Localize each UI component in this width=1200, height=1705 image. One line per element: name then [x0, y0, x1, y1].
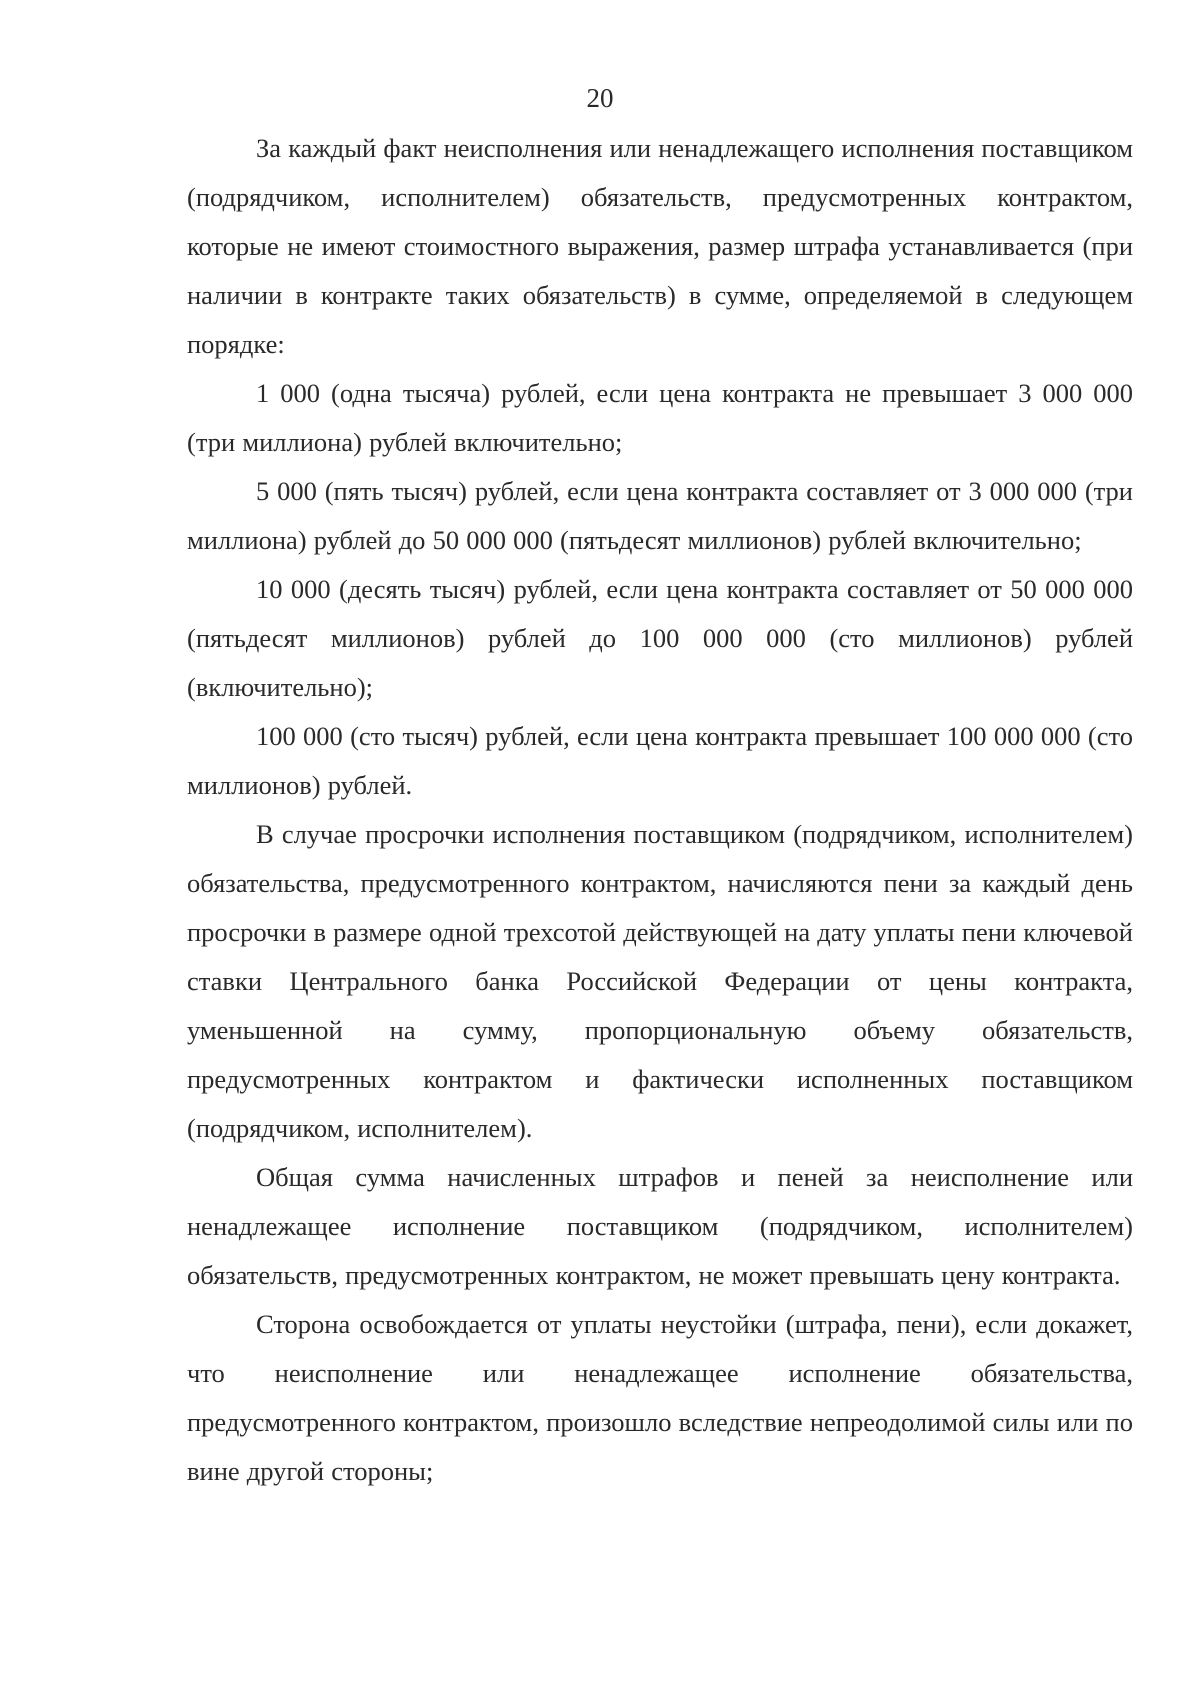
document-body: [187, 124, 1133, 1496]
page-number: 20: [586, 83, 614, 113]
paragraph-force-majeure: Сторона освобождается от уплаты неустойки (штрафа, пени), если докажет, что неисполнение или ненадлежащее исполнение обязательства, предусмотренного контрактом, произошло вследствие непреодолимой силы или по вине другой стороны;: [187, 1309, 1133, 1486]
paragraph-late-penalty: В случае просрочки исполнения поставщиком (подрядчиком, исполнителем) обязательства, предусмотренного контрактом, начисляются пени за каждый день просрочки в размере одной трехсотой действующей на дату уплаты пени ключевой ставки Центрального банка Российской Федерации от цены контракта, уменьшенной на сумму, пропорциональную объему обязательств, предусмотренных контрактом и фактически исполненных поставщиком (подрядчиком, исполнителем).: [187, 819, 1133, 1143]
paragraph-penalty-tier-1: 1 000 (одна тысяча) рублей, если цена контракта не превышает 3 000 000 (три миллиона) рублей включительно;: [187, 378, 1133, 457]
paragraph-penalty-tier-3: 10 000 (десять тысяч) рублей, если цена контракта составляет от 50 000 000 (пятьдесят миллионов) рублей до 100 000 000 (сто миллионов) рублей (включительно);: [187, 574, 1133, 702]
paragraph-penalty-intro: За каждый факт неисполнения или ненадлежащего исполнения поставщиком (подрядчиком, исполнителем) обязательств, предусмотренных контрактом, которые не имеют стоимостного выражения, размер штрафа устанавливается (при наличии в контракте таких обязательств) в сумме, определяемой в следующем порядке:: [187, 133, 1133, 359]
paragraph-penalty-tier-2: 5 000 (пять тысяч) рублей, если цена контракта составляет от 3 000 000 (три миллиона) рублей до 50 000 000 (пятьдесят миллионов) рублей включительно;: [187, 476, 1133, 555]
paragraph-total-limit: Общая сумма начисленных штрафов и пеней за неисполнение или ненадлежащее исполнение поставщиком (подрядчиком, исполнителем) обязательств, предусмотренных контрактом, не может превышать цену контракта.: [187, 1162, 1133, 1290]
paragraph-penalty-tier-4: 100 000 (сто тысяч) рублей, если цена контракта превышает 100 000 000 (сто миллионов) рублей.: [187, 721, 1133, 800]
